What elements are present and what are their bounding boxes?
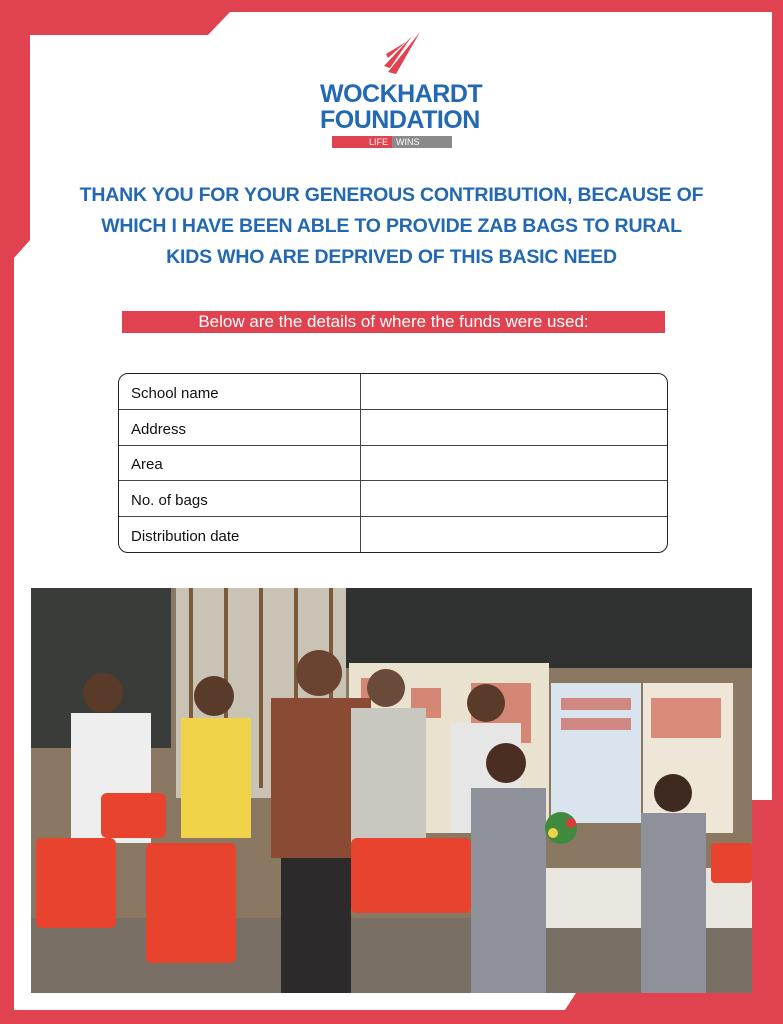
headline-line: KIDS WHO ARE DEPRIVED OF THIS BASIC NEED (166, 246, 617, 268)
table-row (119, 410, 667, 446)
logo-wordmark-line2: FOUNDATION (320, 106, 480, 134)
logo-tagline (332, 136, 452, 148)
details-banner: Below are the details of where the funds were used: (122, 311, 665, 333)
logo-wordmark-line1: WOCKHARDT (320, 80, 483, 108)
school-name-field[interactable] (360, 374, 667, 410)
table-row (119, 374, 667, 410)
distribution-photo (31, 588, 752, 993)
logo-tag-left: LIFE (332, 136, 392, 148)
headline-line: THANK YOU FOR YOUR GENEROUS CONTRIBUTION, BECAUSE OF (79, 184, 704, 206)
thank-you-headline (60, 180, 723, 273)
foundation-logo (320, 32, 483, 150)
row-label: School name (119, 374, 360, 410)
row-label: No. of bags (119, 481, 360, 517)
row-label: Area (119, 445, 360, 481)
row-label: Distribution date (119, 516, 360, 552)
headline-line: WHICH I HAVE BEEN ABLE TO PROVIDE ZAB BAGS TO RURAL (101, 215, 682, 237)
bag-count-field[interactable] (360, 481, 667, 517)
distribution-date-field[interactable] (360, 516, 667, 552)
classroom-photo-illustration (31, 588, 752, 993)
logo-tag-right: WINS (392, 136, 452, 148)
table-row (119, 516, 667, 552)
table-row (119, 445, 667, 481)
table-row (119, 481, 667, 517)
details-table (118, 373, 668, 553)
row-label: Address (119, 410, 360, 446)
red-wing-mark-icon (382, 32, 422, 78)
address-field[interactable] (360, 410, 667, 446)
area-field[interactable] (360, 445, 667, 481)
